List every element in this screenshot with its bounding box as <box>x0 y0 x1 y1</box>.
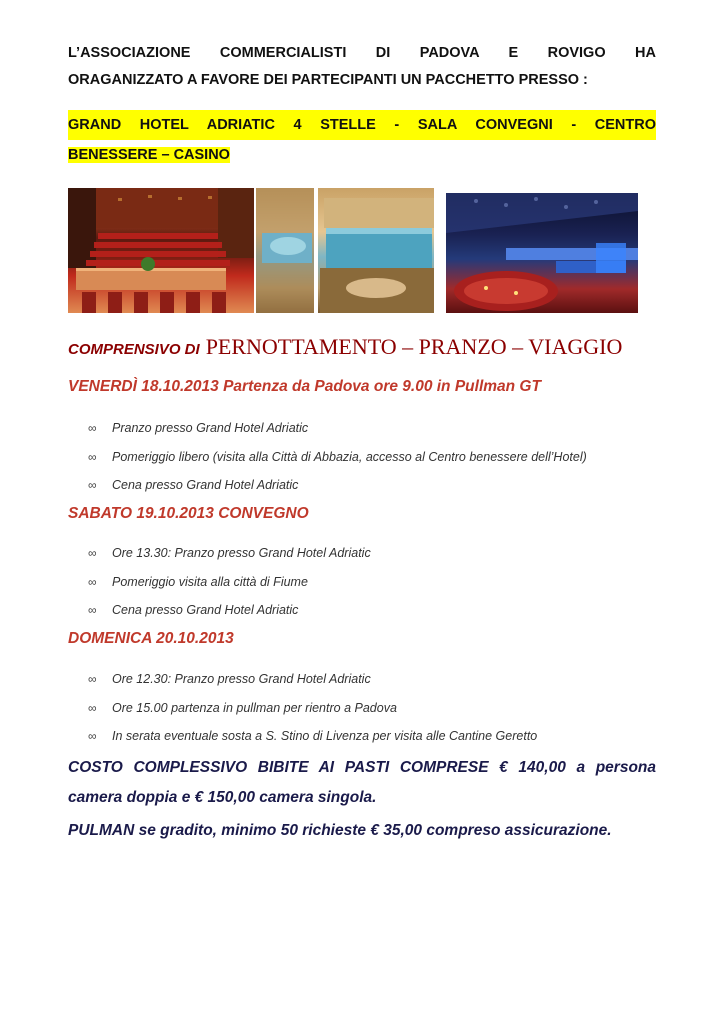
casino-photo <box>446 193 638 313</box>
day-list-sunday <box>88 669 537 755</box>
list-item: ∞ In serata eventuale sosta a S. Stino di Livenza per visita alle Cantine Geretto <box>88 726 537 755</box>
includes-prefix: COMPRENSIVO DI <box>68 341 200 358</box>
infinity-bullet-icon: ∞ <box>88 478 97 492</box>
infinity-bullet-icon: ∞ <box>88 421 97 435</box>
includes-items: PERNOTTAMENTO – PRANZO – VIAGGIO <box>205 334 623 359</box>
infinity-bullet-icon: ∞ <box>88 449 97 464</box>
package-includes <box>68 334 622 360</box>
list-item: ∞ Ore 13.30: Pranzo presso Grand Hotel Adriatic <box>88 543 371 572</box>
infinity-bullet-icon: ∞ <box>88 546 97 560</box>
list-item: ∞ Pomeriggio libero (visita alla Città di Abbazia, accesso al Centro benessere dell’Hotel) <box>88 447 587 476</box>
day-heading-friday: VENERDÌ 18.10.2013 Partenza da Padova ore 9.00 in Pullman GT <box>68 378 541 395</box>
list-item: ∞ Ore 15.00 partenza in pullman per rientro a Padova <box>88 698 537 727</box>
day-heading-saturday: SABATO 19.10.2013 CONVEGNO <box>68 505 309 522</box>
list-item: ∞ Cena presso Grand Hotel Adriatic <box>88 600 371 629</box>
day-list-friday <box>88 418 587 504</box>
conference-hall-photo <box>68 188 254 313</box>
price-paragraph <box>68 753 656 813</box>
day-heading-sunday: DOMENICA 20.10.2013 <box>68 630 234 647</box>
list-item: ∞ Cena presso Grand Hotel Adriatic <box>88 475 587 504</box>
intro-line-1: L’ASSOCIAZIONE COMMERCIALISTI DI PADOVA E ROVIGO HA <box>68 45 656 61</box>
hotel-line-2: BENESSERE – CASINO <box>68 147 230 163</box>
bus-option-paragraph: PULMAN se gradito, minimo 50 richieste € 35,00 compreso assicurazione. <box>68 822 612 839</box>
infinity-bullet-icon: ∞ <box>88 574 97 589</box>
hotel-highlight <box>68 110 656 170</box>
infinity-bullet-icon: ∞ <box>88 672 97 686</box>
list-item: ∞ Pomeriggio visita alla città di Fiume <box>88 572 371 601</box>
price-line-1: COSTO COMPLESSIVO BIBITE AI PASTI COMPRESE € 140,00 a persona <box>68 759 656 776</box>
infinity-bullet-icon: ∞ <box>88 700 97 715</box>
intro-line-2: ORAGANIZZATO A FAVORE DEI PARTECIPANTI UN PACCHETTO PRESSO : <box>68 72 588 88</box>
infinity-bullet-icon: ∞ <box>88 603 97 617</box>
wellness-pool-photo <box>256 188 434 313</box>
list-item: ∞ Pranzo presso Grand Hotel Adriatic <box>88 418 587 447</box>
infinity-bullet-icon: ∞ <box>88 729 97 743</box>
intro-paragraph <box>68 40 656 94</box>
hotel-line-1: GRAND HOTEL ADRIATIC 4 STELLE - SALA CONVEGNI - CENTRO <box>68 110 656 140</box>
price-line-2: camera doppia e € 150,00 camera singola. <box>68 789 377 806</box>
photo-strip <box>68 188 638 316</box>
day-list-saturday <box>88 543 371 629</box>
list-item: ∞ Ore 12.30: Pranzo presso Grand Hotel Adriatic <box>88 669 537 698</box>
